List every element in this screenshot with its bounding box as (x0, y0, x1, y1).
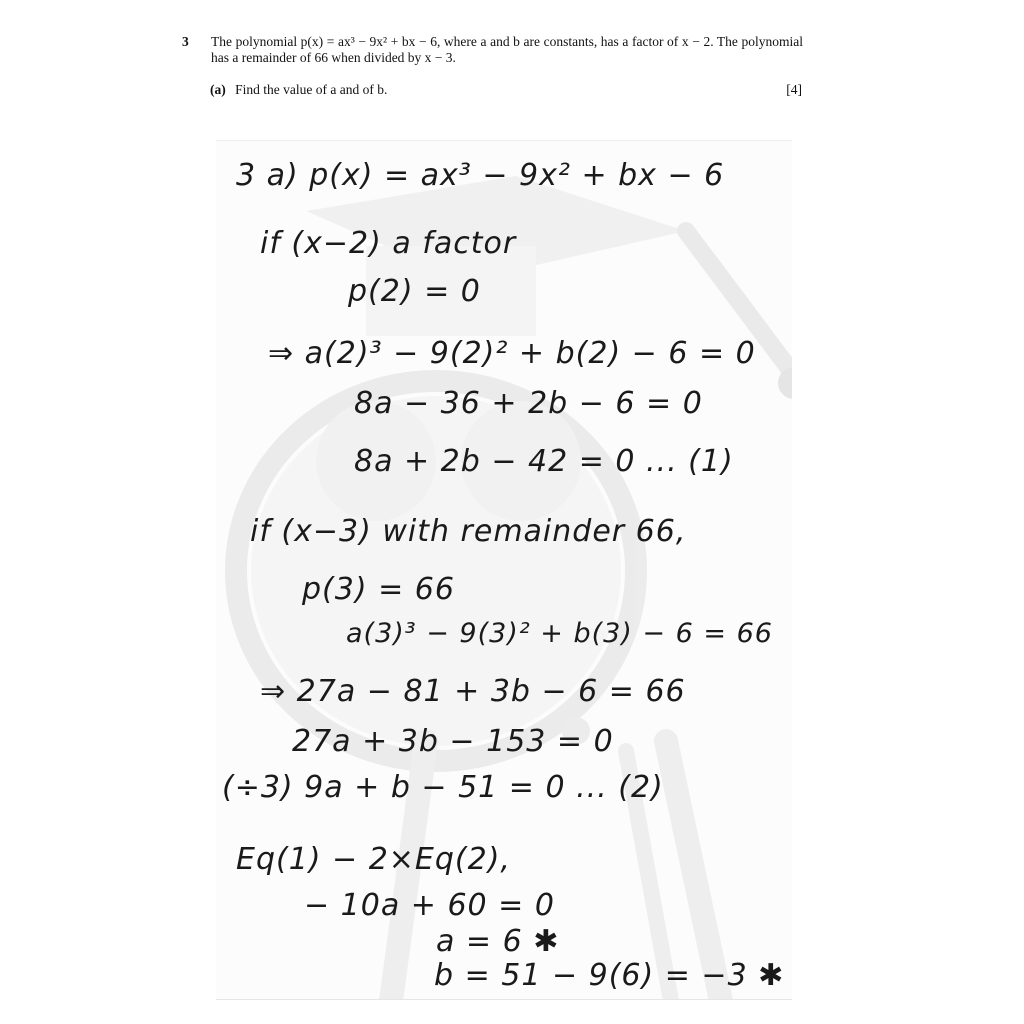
part-a-text: Find the value of a and of b. (235, 82, 388, 97)
solution-line-16: b = 51 − 9(6) = −3 ✱ (434, 958, 785, 993)
solution-line-14: − 10a + 60 = 0 (304, 888, 555, 923)
question-text: The polynomial p(x) = ax³ − 9x² + bx − 6, where a and b are constants, has a factor of x − 2. The polynomial has a remainder of 66 when divided by x − 3. (211, 34, 803, 65)
part-a-marks: [4] (786, 82, 802, 97)
solution-line-7: if (x−3) with remainder 66, (250, 514, 687, 549)
solution-line-3: p(2) = 0 (348, 274, 481, 309)
solution-line-2: if (x−2) a factor (260, 226, 517, 261)
handwritten-answer-area (216, 140, 792, 1000)
solution-line-15: a = 6 ✱ (436, 924, 560, 959)
solution-line-13: Eq(1) − 2×Eq(2), (236, 842, 511, 877)
solution-line-5: 8a − 36 + 2b − 6 = 0 (354, 386, 703, 421)
solution-line-1: 3 a) p(x) = ax³ − 9x² + bx − 6 (236, 158, 725, 193)
question-part-a (210, 82, 804, 98)
solution-line-9: a(3)³ − 9(3)² + b(3) − 6 = 66 (346, 618, 773, 649)
solution-line-4: ⇒ a(2)³ − 9(2)² + b(2) − 6 = 0 (268, 336, 756, 371)
solution-line-6: 8a + 2b − 42 = 0 ... (1) (354, 444, 734, 479)
solution-line-8: p(3) = 66 (302, 572, 455, 607)
part-a-label: (a) (210, 82, 226, 97)
solution-line-10: ⇒ 27a − 81 + 3b − 6 = 66 (260, 674, 686, 709)
solution-line-11: 27a + 3b − 153 = 0 (292, 724, 614, 759)
solution-line-12: (÷3) 9a + b − 51 = 0 ... (2) (222, 770, 664, 805)
question-number: 3 (182, 34, 189, 49)
handwritten-solution (216, 141, 792, 999)
